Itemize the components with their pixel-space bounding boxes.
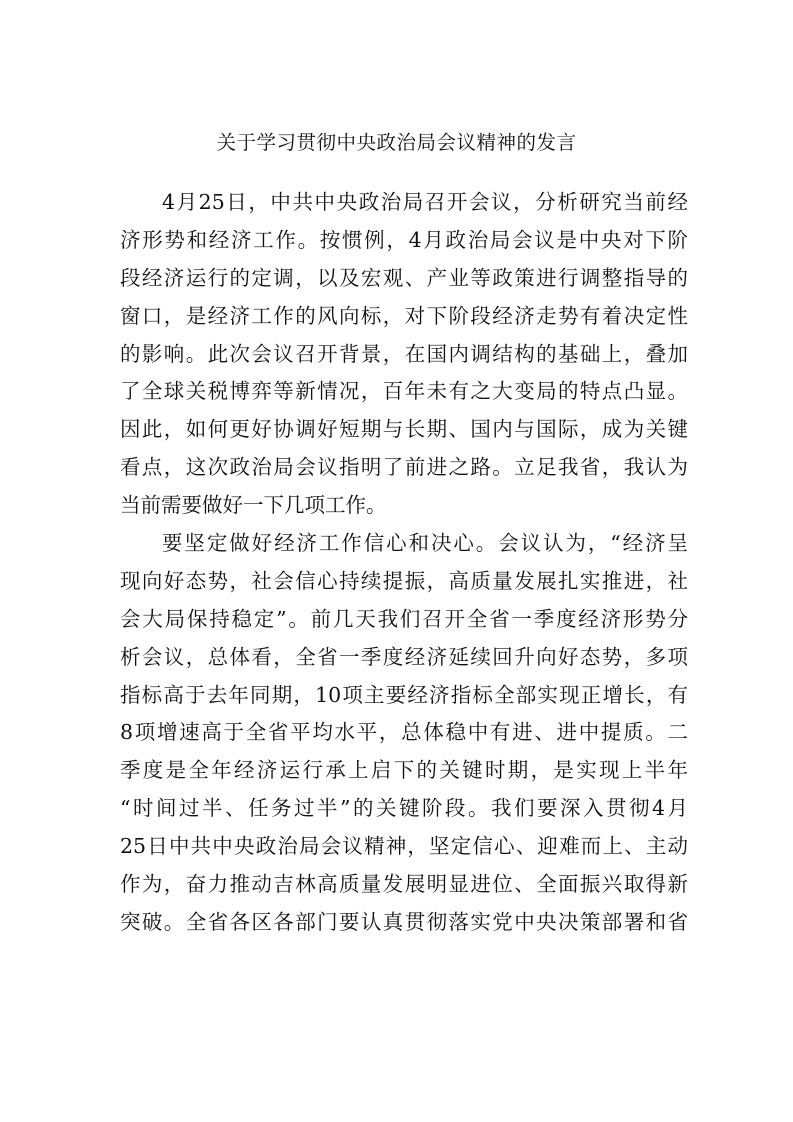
paragraph-1-line-5: 的影响。此次会议召开背景，在国内调结构的基础上，叠加 — [120, 341, 688, 366]
paragraph-2-line-6: 8项增速高于全省平均水平，总体稳中有进、进中提质。二 — [120, 720, 688, 745]
document-title: 关于学习贯彻中央政治局会议精神的发言 — [216, 131, 577, 154]
paragraph-2-line-1: 要坚定做好经济工作信心和决心。会议认为，“经济呈 — [162, 531, 688, 556]
paragraph-1-line-3: 段经济运行的定调，以及宏观、产业等政策进行调整指导的 — [120, 265, 688, 290]
paragraph-2-line-3: 会大局保持稳定”。前几天我们召开全省一季度经济形势分 — [120, 606, 688, 631]
paragraph-2-line-11: 突破。全省各区各部门要认真贯彻落实党中央决策部署和省 — [120, 909, 688, 934]
paragraph-1-line-1: 4月25日，中共中央政治局召开会议，分析研究当前经 — [162, 190, 688, 214]
paragraph-2-line-7: 季度是全年经济运行承上启下的关键时期，是实现上半年 — [120, 758, 688, 783]
paragraph-1-line-8: 看点，这次政治局会议指明了前进之路。立足我省，我认为 — [120, 455, 688, 480]
document-body — [120, 184, 688, 942]
paragraph-2-line-5: 指标高于去年同期，10项主要经济指标全部实现正增长，有 — [120, 682, 688, 707]
paragraph-1-line-4: 窗口，是经济工作的风向标，对下阶段经济走势有着决定性 — [120, 303, 688, 328]
paragraph-2-line-9: 25日中共中央政治局会议精神，坚定信心、迎难而上、主动 — [120, 834, 688, 859]
paragraph-2-line-10: 作为，奋力推动吉林高质量发展明显进位、全面振兴取得新 — [120, 872, 688, 897]
paragraph-1-line-9: 当前需要做好一下几项工作。 — [120, 493, 387, 518]
paragraph-2-line-4: 析会议，总体看，全省一季度经济延续回升向好态势，多项 — [120, 644, 688, 669]
paragraph-2-line-8: “时间过半、任务过半”的关键阶段。我们要深入贯彻4月 — [120, 796, 688, 821]
paragraph-1-line-6: 了全球关税博弈等新情况，百年未有之大变局的特点凸显。 — [120, 379, 688, 404]
paragraph-1-line-2: 济形势和经济工作。按惯例，4月政治局会议是中央对下阶 — [120, 227, 688, 252]
paragraph-1-line-7: 因此，如何更好协调好短期与长期、国内与国际，成为关键 — [120, 417, 688, 442]
paragraph-2-line-2: 现向好态势，社会信心持续提振，高质量发展扎实推进，社 — [120, 568, 688, 593]
